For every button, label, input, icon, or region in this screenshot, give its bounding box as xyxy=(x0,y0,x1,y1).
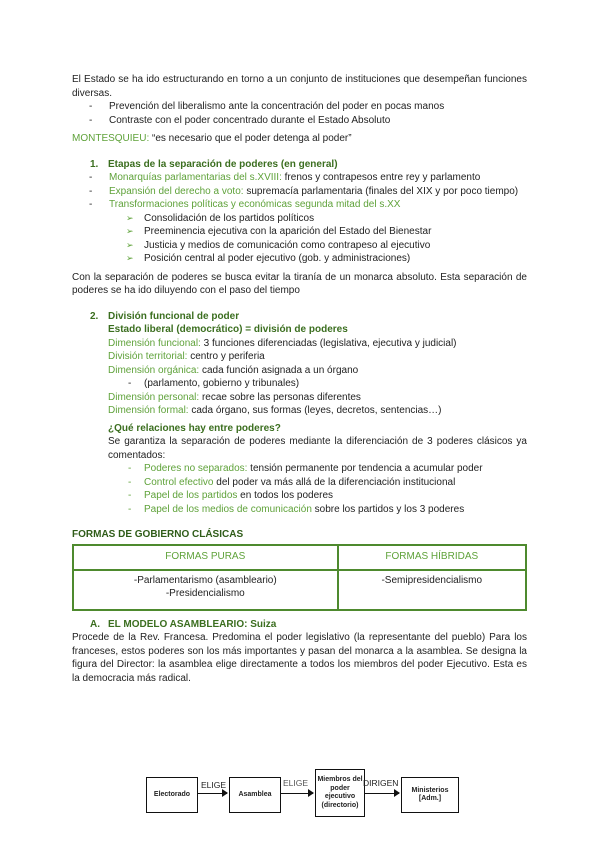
diagram-arrow xyxy=(281,793,313,794)
section-a-paragraph: Procede de la Rev. Francesa. Predomina el poder legislativo (la representante del pueblo) Para los franceses, estos poderes son los más importantes y pasan del monarca a la asamblea. Se designa la figura del Director: la asamblea elige directamente a todos los miembros del poder Ejecutivo. Esta es la democracia más radical. xyxy=(72,632,527,684)
diagram-arrow-label: ELIGE xyxy=(201,780,227,790)
section-2-subtitle: Estado liberal (democrático) = división de poderes xyxy=(108,324,348,335)
diagram-arrow-label: ELIGE xyxy=(283,778,309,788)
arrow-bullet-icon: ➢ xyxy=(126,212,134,223)
diagram-arrow xyxy=(198,793,227,794)
forms-puras-cell: -Parlamentarismo (asambleario) -Presidencialismo xyxy=(73,570,338,610)
list-item: - Monarquías parlamentarias del s.XVIII: frenos y contrapesos entre rey y parlamento xyxy=(72,171,527,185)
forms-heading: FORMAS DE GOBIERNO CLÁSICAS xyxy=(72,529,244,540)
document-body xyxy=(72,73,527,685)
dimension-item: Dimensión orgánica: cada función asignada a un órgano xyxy=(108,364,359,376)
section-a-heading: A. EL MODELO ASAMBLEARIO: Suiza xyxy=(90,618,277,630)
relation-item: - Papel de los medios de comunicación sobre los partidos y los 3 poderes xyxy=(72,503,527,517)
relations-question: ¿Qué relaciones hay entre poderes? xyxy=(108,422,281,434)
diagram-box-ejecutivo: Miembros del poder ejecutivo (directorio) xyxy=(315,769,365,817)
arrow-bullet-icon: ➢ xyxy=(126,239,134,250)
arrow-bullet-icon: ➢ xyxy=(126,253,134,263)
montesquieu-line: MONTESQUIEU: “es necesario que el poder detenga al poder” xyxy=(72,133,352,144)
diagram-box-asamblea: Asamblea xyxy=(229,777,281,813)
intro-paragraph: El Estado se ha ido estructurando en torno a un conjunto de instituciones que desempeñan funciones diversas. xyxy=(72,74,527,99)
dimension-item: División territorial: centro y periferia xyxy=(108,351,265,362)
diagram-arrow xyxy=(365,793,399,794)
separation-paragraph: Con la separación de poderes se busca evitar la tiranía de un monarca absoluto. Esta separación de poderes se ha ido diluyendo con el paso del tiempo xyxy=(72,271,527,296)
diagram-box-ministerios: Ministerios [Adm.] xyxy=(401,777,459,813)
forms-hibridas-header: FORMAS HÍBRIDAS xyxy=(338,545,526,570)
list-item: - Prevención del liberalismo ante la concentración del poder en pocas manos xyxy=(72,100,527,114)
forms-hibridas-cell: -Semipresidencialismo xyxy=(338,570,526,610)
dimension-item: Dimensión funcional: 3 funciones diferenciadas (legislativa, ejecutiva y judicial) xyxy=(108,337,457,349)
list-item: - Expansión del derecho a voto: supremacía parlamentaria (finales del XIX y por poco tiempo) xyxy=(72,185,527,199)
forms-puras-header: FORMAS PURAS xyxy=(73,545,338,570)
organ-sub-item: - (parlamento, gobierno y tribunales) xyxy=(72,377,527,391)
list-item: - Transformaciones políticas y económicas segunda mitad del s.XX xyxy=(72,198,527,212)
list-item: - Contraste con el poder concentrado durante el Estado Absoluto xyxy=(72,114,527,128)
dimension-item: Dimensión formal: cada órgano, sus formas (leyes, decretos, sentencias…) xyxy=(108,405,442,416)
dimension-item: Dimensión personal: recae sobre las personas diferentes xyxy=(108,391,361,403)
sub-list-item: ➢ Consolidación de los partidos políticos xyxy=(126,212,315,224)
sub-list-item: ➢ Posición central al poder ejecutivo (gob. y administraciones) xyxy=(126,253,411,264)
sub-list-item: ➢ Preeminencia ejecutiva con la aparición del Estado del Bienestar xyxy=(126,226,432,237)
relations-intro: Se garantiza la separación de poderes mediante la diferenciación de 3 poderes clásicos ya comentados: xyxy=(108,436,527,461)
sub-list-item: ➢ Justicia y medios de comunicación como contrapeso al ejecutivo xyxy=(126,239,431,251)
arrow-bullet-icon: ➢ xyxy=(126,226,134,236)
section-2-heading: 2. División funcional de poder xyxy=(90,310,240,322)
relation-item: - Papel de los partidos en todos los poderes xyxy=(72,489,527,503)
assembly-diagram xyxy=(146,769,466,815)
forms-table xyxy=(72,544,527,611)
relation-item: - Control efectivo del poder va más allá de la diferenciación institucional xyxy=(72,476,527,490)
section-1-heading: 1. Etapas de la separación de poderes (en general) xyxy=(90,158,338,170)
relation-item: - Poderes no separados: tensión permanente por tendencia a acumular poder xyxy=(72,462,527,476)
diagram-arrow-label: DIRIGEN xyxy=(363,778,399,788)
diagram-box-electorado: Electorado xyxy=(146,777,198,813)
